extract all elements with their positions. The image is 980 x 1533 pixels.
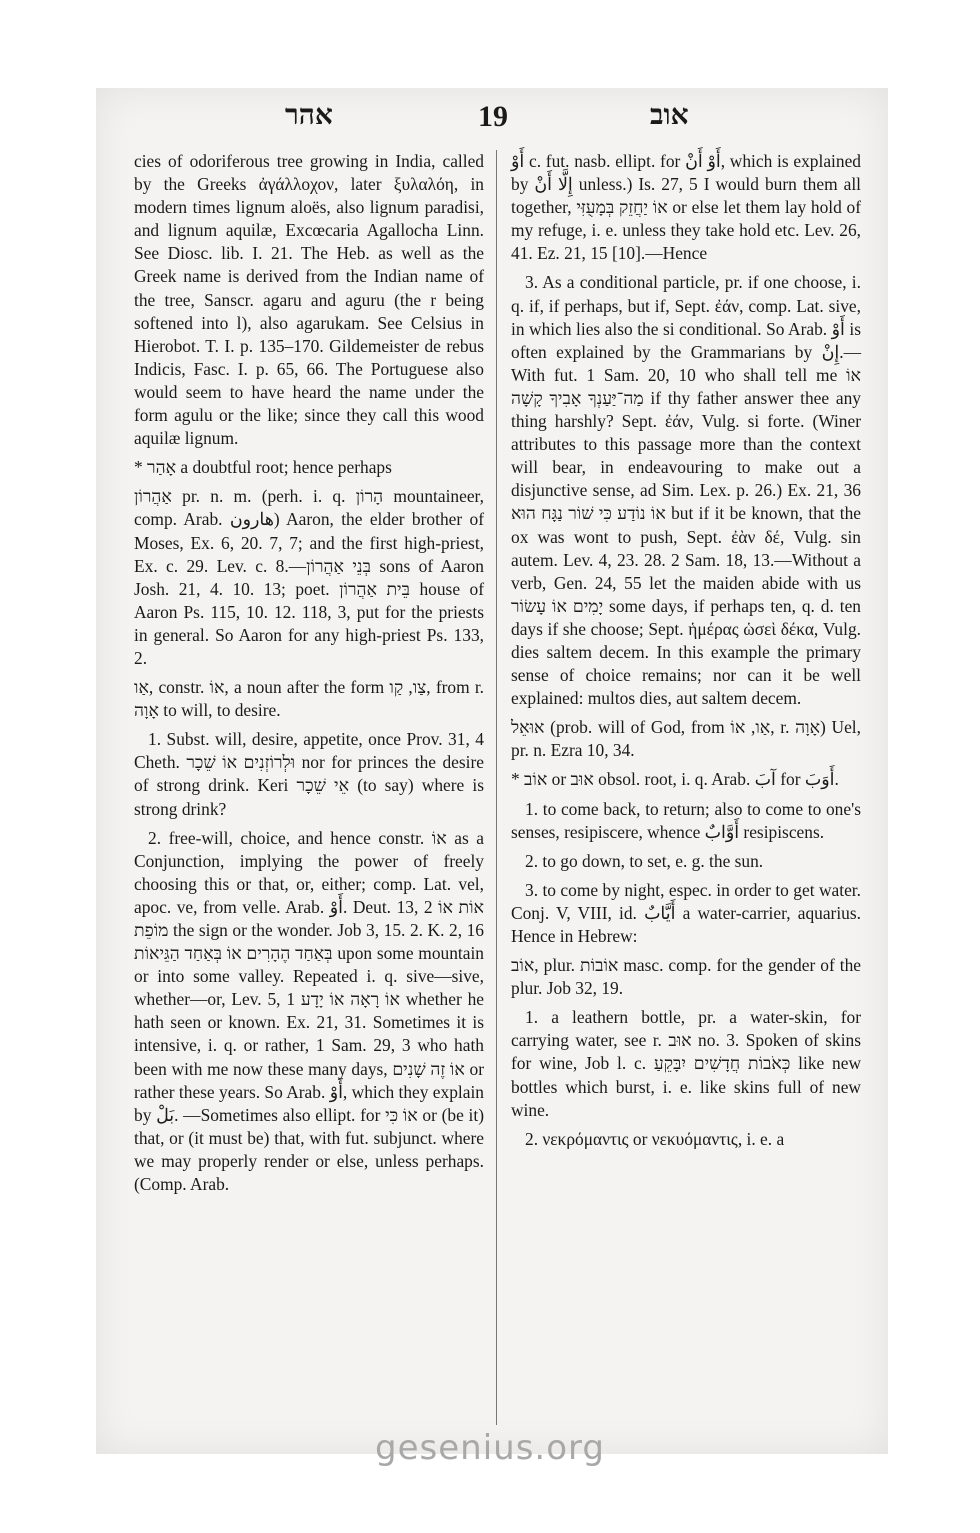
paragraph: أَوْ c. fut. nasb. ellipt. for أَوْ أَنْ, which is explained by إِلَّا أَنْ unless.) Is. 27, 5 I would burn them all together, אוֹ יַחֲזֵק בְּמָעֻזִּי or else let them lay hold of my refuge, i. e. unless they take hold etc. Lev. 26, 41. Ez. 21, 15 [10].—Hence [511,151,862,264]
running-head-left: אהר [285,100,333,131]
paragraph: 1. Subst. will, desire, appetite, once Prov. 31, 4 Cheth. וּלְרוֹזְנִים אוֹ שֵׁכָר nor for princes the desire of strong drink. Keri אֵי שֵׁכָר (to say) where is strong drink? [134,729,485,819]
entry-heading: * אָהַר a doubtful root; hence perhaps [134,457,392,478]
site-watermark: gesenius.org [375,1428,605,1468]
paragraph: 2. νεκρόμαντις or νεκυόμαντις, i. e. a [525,1128,785,1149]
paragraph: cies of odoriferous tree growing in India, called by the Greeks ἀγάλλοχον, later ξυλαλόη, in modern times lignum aloës, also lignum paradisi, and lignum aquilæ, Excœcaria Agallocha Linn. See Diosc. lib. I. 21. The Heb. as well as the Greek name is derived from the Indian name of the tree, Sanscr. agaru and aguru (the r being softened into l), also agarukam. See Celsius in Hierobot. T. I. p. 135–170. Gildemeister de rebus Indicis, Fasc. I. p. 65, 66. The Portuguese also would seem to have heard the name under the form agulu or the like; since they call this wood aquilæ lignum. [134,151,485,449]
left-column [134,150,484,1202]
entry-heading: * אוֹב or אוּב obsol. root, i. q. Arab. آبَ for أَوَبَ. [511,769,839,790]
paragraph: 1. to come back, to return; also to come to one's senses, resipiscere, whence أَوَّابٌ resipiscens. [511,798,861,842]
paragraph: 1. a leathern bottle, pr. a water-skin, for carrying water, see r. אוּב no. 3. Spoken of skins for wine, Job l. c. כְּאֹבוֹת חֲדָשִׁים יִבָּקֵעַ like new bottles which burst, i. e. like skins full of new wine. [511,1007,862,1120]
page-number: 19 [478,100,508,133]
entry-paragraph: אוּאֵל (prob. will of God, from אַו, אוֹ, r. אָוָה) Uel, pr. n. Ezra 10, 34. [511,717,861,761]
paragraph: 2. to go down, to set, e. g. the sun. [525,850,764,871]
running-head-right: אוב [650,100,689,131]
column-divider [496,150,497,1425]
paragraph: 2. free-will, choice, and hence constr. אוֹ as a Conjunction, implying the power of freely choosing this or that, or, either; comp. Lat. vel, apoc. ve, from velle. Arab. أَوْ. Deut. 13, 2 אוֹת אוֹ מוֹפֵת the sign or the wonder. Job 3, 15. 2. K. 2, 16 בְּאַחַד הֶהָרִים אוֹ בְּאַחַד הַגֵּיאוֹת upon some mountain or into some valley. Repeated i. q. sive—sive, whether—or, Lev. 5, 1 אוֹ רָאָה אוֹ יָדָע whether he hath seen or known. Ex. 21, 31. Sometimes it is intensive, i. q. or rather, 1 Sam. 29, 3 who hath been with me now these many days, אוֹ זֶה שָׁנִים or rather these years. So Arab. أَوْ, which they explain by بَلْ. —Sometimes also ellipt. for אוֹ כִּי or (be it) that, or (it must be) that, with fut. subjunct. where we may properly render or else, unless perhaps. (Comp. Arab. [134,827,485,1195]
right-column [511,150,861,1157]
entry-paragraph: אַו, constr. אוֹ, a noun after the form צַו, קַו, from r. אָוָה to will, to desire. [134,677,484,721]
paragraph: 3. to come by night, espec. in order to get water. Conj. V, VIII, id. أَيَّابٌ a water-carrier, aquarius. Hence in Hebrew: [511,879,861,946]
entry-paragraph: אַהֲרוֹן pr. n. m. (perh. i. q. הָרוֹן mountaineer, comp. Arab. هارون) Aaron, the elder brother of Moses, Ex. 6, 20. 7, 7; and the first high-priest, Ex. c. 29. Lev. c. 8.—בְּנֵי אַהֲרוֹן sons of Aaron Josh. 21, 4. 10. 13; poet. בֵּית אַהֲרוֹן house of Aaron Ps. 115, 10. 12. 118, 3, put for the priests in general. So Aaron for any high-priest Ps. 133, 2. [134,486,484,668]
entry-paragraph: אוֹב, plur. אוֹבוֹת masc. comp. for the gender of the plur. Job 32, 19. [511,955,861,999]
paragraph: 3. As a conditional particle, pr. if one choose, i. q. if, if perhaps, but if, Sept. ἐάν, comp. Lat. sive, in which lies also the si conditional. So Arab. أَوْ is often explained by the Grammarians by إِنْ.—With fut. 1 Sam. 20, 10 who shall tell me אוֹ מַה־יַּעַנְךָ אָבִיךָ קָשָׁה if thy father answer thee any thing harshly? Sept. ἐάν, Vulg. si forte. (Winer attributes to this passage more than the context will bear, in endeavouring to make out a disjunctive sense, ad Sim. Lex. p. 26.) Ex. 21, 36 אוֹ נוֹדַע כִּי שׁוֹר נַגָּח הוּא but if it be known, that the ox was wont to push, Sept. ἐὰν δέ, Vulg. sin autem. Lev. 4, 23. 28. 2 Sam. 18, 13.—Without a verb, Gen. 24, 55 let the maiden abide with us יָמִים אוֹ עָשׂוֹר some days, if perhaps ten, q. d. ten days if she choose; Sept. ἡμέρας ὡσεὶ δέκα, Vulg. dies saltem decem. In this example the primary sense of choice remains; nor can it be well explained: multos dies, aut saltem decem. [511,272,861,709]
